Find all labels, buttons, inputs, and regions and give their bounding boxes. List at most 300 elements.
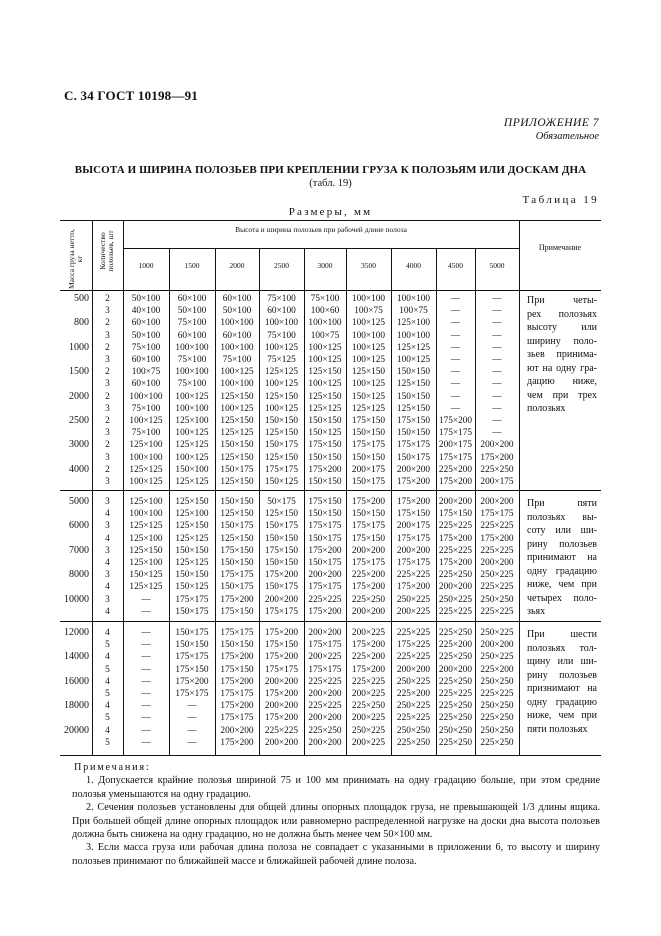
size-cell: — — [450, 367, 461, 378]
size-cell: 125×100 — [129, 440, 163, 451]
count-cell: 3 — [105, 306, 110, 317]
count-cell: 3 — [105, 497, 110, 507]
note-line: При шести — [527, 629, 597, 640]
size-cell: 75×100 — [267, 294, 296, 304]
size-cell: 200×175 — [351, 464, 386, 475]
group-note — [527, 294, 597, 416]
notes-section — [72, 761, 600, 868]
size-cell: 225×200 — [480, 664, 514, 675]
size-cell: 175×200 — [351, 582, 386, 593]
size-cell: 225×250 — [438, 701, 473, 712]
size-cell: — — [450, 391, 461, 402]
size-cell: 125×150 — [308, 391, 342, 402]
size-cell: 175×200 — [351, 664, 386, 675]
size-cell: 175×200 — [438, 416, 473, 426]
size-cell: 125×100 — [175, 416, 209, 426]
note-line: одну градацию — [527, 696, 597, 708]
size-cell: 150×100 — [175, 464, 209, 475]
size-cell: 175×200 — [220, 652, 254, 663]
size-cell: 100×125 — [220, 367, 254, 378]
mass-cell: 20000 — [64, 724, 89, 736]
size-cell: 175×150 — [220, 664, 254, 675]
size-cell: 175×200 — [220, 676, 254, 687]
col-header-note: Примечание — [538, 243, 582, 252]
size-cell: 150×150 — [351, 509, 386, 520]
size-cell: 125×125 — [351, 403, 386, 414]
size-cell: 40×100 — [131, 306, 161, 317]
size-cell: 60×100 — [131, 379, 161, 390]
count-cell: 3 — [105, 545, 110, 556]
note-1: 1. Допускается крайние полозья шириной 75 и 100 мм принимать на одну градацию больше, при этом средние полозья уменьшаются на одну градацию. — [72, 775, 600, 800]
note-line: зьях — [527, 606, 546, 617]
size-cell: 250×225 — [480, 570, 514, 581]
size-cell: 100×75 — [354, 306, 383, 317]
size-cell: — — [450, 403, 461, 414]
size-cell: — — [187, 701, 197, 712]
count-cell: 2 — [105, 440, 110, 451]
mass-cell: 16000 — [64, 675, 89, 687]
size-cell: 100×100 — [175, 403, 209, 414]
size-cell: 150×175 — [264, 440, 299, 451]
size-cell: 175×175 — [220, 713, 254, 724]
count-cell: 2 — [105, 294, 110, 304]
size-cell: 175×150 — [264, 640, 299, 651]
size-cell: 150×175 — [396, 452, 431, 463]
size-cell: 225×225 — [308, 701, 342, 712]
size-cell: — — [450, 306, 461, 317]
size-cell: — — [141, 594, 151, 605]
size-cell: — — [141, 664, 151, 675]
size-cell: 200×200 — [308, 713, 342, 724]
size-cell: 225×225 — [438, 689, 473, 699]
size-cell: 250×250 — [480, 676, 514, 687]
size-cell: 225×225 — [396, 652, 431, 663]
col-header-length: 5000 — [489, 261, 505, 270]
note-3: 3. Если масса груза или рабочая длина полоза не совпадает с указанными в приложении 6, то высоту и ширину полозьев принимают по ближайшей массе и ближайшей рабочей длине полоза. — [72, 842, 600, 867]
note-line: При четы- — [527, 295, 597, 306]
size-cell: 200×200 — [220, 725, 254, 736]
count-cell: 3 — [105, 355, 110, 365]
mass-cell: 12000 — [64, 627, 89, 638]
size-cell: 150×125 — [175, 582, 209, 593]
size-cell: 225×250 — [480, 737, 514, 748]
count-cell: 5 — [105, 713, 110, 724]
size-cell: 175×200 — [308, 545, 342, 556]
size-cell: 200×225 — [396, 606, 431, 617]
size-cell: 150×175 — [220, 582, 254, 593]
size-cell: 175×175 — [308, 521, 342, 532]
count-cell: 4 — [105, 725, 110, 736]
size-cell: 150×125 — [351, 391, 386, 402]
size-cell: 75×100 — [177, 379, 207, 390]
size-cell: 125×150 — [264, 391, 299, 402]
size-cell: 100×75 — [310, 330, 340, 341]
mass-cell: 2500 — [69, 415, 89, 426]
size-cell: 150×150 — [351, 428, 386, 439]
size-cell: 200×200 — [308, 628, 342, 638]
size-cell: 50×100 — [222, 306, 252, 317]
size-cell: 150×150 — [396, 367, 431, 378]
size-cell: 125×150 — [220, 509, 254, 520]
size-cell: 125×150 — [264, 428, 299, 439]
size-cell: 200×200 — [351, 545, 386, 556]
size-cell: 175×200 — [396, 582, 431, 593]
count-cell: 4 — [105, 701, 110, 712]
size-cell: 175×150 — [220, 545, 254, 556]
mass-cell: 6000 — [69, 520, 89, 532]
size-cell: 175×150 — [438, 509, 473, 520]
size-cell: 125×100 — [129, 558, 163, 568]
count-cell: 3 — [105, 570, 110, 581]
size-cell: 175×200 — [351, 640, 386, 651]
size-cell: 200×200 — [351, 606, 386, 617]
size-cell: 175×200 — [264, 689, 299, 699]
size-cell: — — [187, 713, 197, 724]
size-cell: 125×150 — [264, 509, 299, 520]
size-cell: 50×175 — [267, 497, 296, 507]
size-cell: 150×175 — [264, 521, 299, 532]
size-cell: 100×100 — [264, 318, 299, 329]
size-cell: 225×225 — [308, 676, 342, 687]
size-cell: 175×175 — [438, 452, 473, 463]
size-cell: 150×150 — [220, 497, 254, 507]
col-header-length: 2000 — [229, 261, 245, 270]
size-cell: 100×125 — [129, 477, 163, 487]
size-cell: 175×150 — [351, 416, 386, 426]
mass-cell: 4000 — [69, 463, 89, 475]
size-cell: — — [492, 294, 502, 304]
size-cell: 150×150 — [175, 640, 209, 651]
size-cell: 125×125 — [220, 428, 254, 439]
mass-cell: 7000 — [69, 544, 89, 556]
size-cell: 100×125 — [351, 318, 386, 329]
size-cell: 100×125 — [351, 342, 386, 353]
mass-cell: 800 — [74, 317, 89, 329]
size-cell: 250×225 — [396, 676, 431, 687]
size-cell: 100×100 — [129, 509, 163, 520]
appendix-label: ПРИЛОЖЕНИЕ 7 — [503, 117, 599, 129]
size-cell: 175×200 — [396, 477, 431, 487]
size-cell: 175×150 — [175, 664, 209, 675]
size-cell: 175×175 — [396, 533, 431, 544]
size-cell: 150×150 — [175, 545, 209, 556]
group-separator — [60, 621, 601, 622]
size-cell: 100×100 — [308, 318, 342, 329]
size-cell: 60×100 — [131, 318, 161, 329]
size-cell: 200×225 — [351, 737, 386, 748]
size-cell: 175×175 — [264, 664, 299, 675]
size-cell: 125×125 — [175, 533, 209, 544]
size-cell: 100×100 — [396, 294, 431, 304]
size-cell: 250×250 — [480, 701, 514, 712]
size-cell: 225×225 — [480, 521, 514, 532]
size-cell: 225×250 — [480, 464, 514, 475]
size-cell: 100×125 — [264, 403, 299, 414]
size-cell: 100×100 — [220, 342, 254, 353]
mass-cell: 8000 — [69, 569, 89, 581]
size-cell: 100×125 — [175, 428, 209, 439]
size-cell: 200×200 — [438, 582, 473, 593]
size-cell: 250×225 — [480, 628, 514, 638]
note-line: зьев принима- — [527, 349, 597, 360]
size-cell: 100×125 — [129, 416, 163, 426]
size-cell: 225×225 — [480, 582, 514, 593]
size-cell: 150×125 — [308, 428, 342, 439]
count-cell: 4 — [105, 676, 110, 687]
size-cell: — — [141, 737, 151, 748]
size-cell: 225×225 — [480, 545, 514, 556]
size-cell: — — [450, 379, 461, 390]
size-cell: 200×175 — [480, 477, 514, 487]
size-cell: — — [450, 355, 461, 365]
size-cell: 150×175 — [351, 477, 386, 487]
size-cell: — — [187, 737, 197, 748]
document-title: ВЫСОТА И ШИРИНА ПОЛОЗЬЕВ ПРИ КРЕПЛЕНИИ ГРУЗА К ПОЛОЗЬЯМ ИЛИ ДОСКАМ ДНА — [74, 164, 587, 176]
size-cell: 60×100 — [131, 355, 161, 365]
col-header-length: 2500 — [274, 261, 289, 270]
size-cell: 175×175 — [396, 440, 431, 451]
appendix-block — [504, 117, 599, 143]
size-cell: 100×100 — [351, 330, 386, 341]
mass-cell: 10000 — [64, 593, 89, 605]
size-cell: 75×100 — [131, 403, 161, 414]
size-cell: 125×150 — [220, 416, 254, 426]
note-line: дацию ниже, — [527, 376, 597, 387]
size-cell: 125×125 — [396, 342, 431, 353]
size-cell: 50×100 — [131, 330, 161, 341]
size-cell: — — [492, 330, 502, 341]
mass-cell: 1000 — [69, 341, 89, 353]
size-cell: 225×250 — [438, 676, 473, 687]
count-cell: 3 — [105, 403, 110, 414]
size-cell: 175×200 — [438, 533, 473, 544]
size-cell: 250×225 — [351, 725, 386, 736]
size-cell: 100×125 — [308, 379, 342, 390]
size-cell: 125×100 — [175, 509, 209, 520]
size-cell: — — [492, 403, 502, 414]
size-cell: 125×150 — [264, 452, 299, 463]
size-cell: 175×200 — [438, 477, 473, 487]
count-cell: 3 — [105, 594, 110, 605]
count-cell: 3 — [105, 452, 110, 463]
notes-heading: Примечания: — [74, 762, 151, 773]
note-line: При пяти — [527, 498, 597, 509]
size-cell: 150×150 — [308, 509, 342, 520]
mass-cell: 18000 — [64, 700, 89, 712]
size-cell: 125×125 — [264, 367, 299, 378]
size-cell: — — [141, 689, 151, 699]
size-cell: — — [492, 367, 502, 378]
size-cell: 175×200 — [220, 737, 254, 748]
size-cell: 200×200 — [438, 497, 473, 507]
size-cell: 50×100 — [131, 294, 161, 304]
col-header-count: Количество полозьев, шт — [98, 230, 115, 272]
size-cell: — — [141, 640, 151, 651]
size-cell: 250×225 — [396, 701, 431, 712]
size-cell: 200×200 — [396, 464, 431, 475]
size-cell: 100×100 — [220, 318, 254, 329]
size-cell: 175×150 — [308, 497, 342, 507]
size-cell: 175×175 — [264, 464, 299, 475]
size-cell: 125×150 — [220, 533, 254, 544]
size-cell: 175×175 — [351, 440, 386, 451]
size-cell: 100×100 — [396, 330, 431, 341]
size-cell: 150×175 — [308, 558, 342, 568]
size-cell: 175×200 — [264, 628, 299, 638]
size-cell: 175×150 — [351, 533, 386, 544]
size-cell: 150×175 — [220, 521, 254, 532]
size-cell: 225×250 — [308, 725, 342, 736]
table-bottom-rule — [60, 755, 601, 756]
size-cell: 200×225 — [351, 628, 386, 638]
size-cell: — — [141, 701, 151, 712]
size-cell: 100×125 — [351, 355, 386, 365]
col-header-mass: Масса груза нетто, кг — [67, 228, 84, 290]
size-cell: — — [187, 725, 197, 736]
size-cell: 175×175 — [220, 628, 254, 638]
count-cell: 5 — [105, 664, 110, 675]
size-cell: 75×100 — [177, 355, 207, 365]
count-cell: 2 — [105, 391, 110, 402]
size-cell: 175×200 — [220, 594, 254, 605]
size-cell: 225×200 — [351, 652, 386, 663]
size-cell: — — [492, 306, 502, 317]
count-cell: 4 — [105, 652, 110, 663]
appendix-status: Обязательное — [535, 131, 599, 142]
size-cell: — — [492, 318, 502, 329]
size-cell: 200×175 — [396, 521, 431, 532]
size-cell: 225×250 — [438, 737, 473, 748]
size-cell: 150×150 — [175, 570, 209, 581]
group-separator — [60, 490, 601, 491]
size-cell: 175×200 — [308, 464, 342, 475]
size-cell: 200×175 — [438, 440, 473, 451]
size-cell: 175×150 — [396, 416, 431, 426]
size-cell: 200×200 — [438, 664, 473, 675]
mass-cell: 2000 — [69, 390, 89, 402]
size-cell: — — [141, 713, 151, 724]
size-cell: 225×250 — [351, 594, 386, 605]
note-line: ют на одну гра- — [527, 362, 597, 374]
count-cell: 2 — [105, 416, 110, 426]
size-cell: — — [141, 628, 151, 638]
data-table — [60, 220, 601, 756]
size-cell: 75×100 — [267, 330, 296, 341]
size-cell: 150×175 — [175, 628, 209, 638]
size-cell: 225×225 — [438, 545, 473, 556]
note-line: чем при трех — [527, 389, 597, 401]
size-cell: 125×125 — [175, 558, 209, 568]
size-cell: 250×225 — [480, 652, 514, 663]
count-cell: 5 — [105, 689, 110, 699]
count-cell: 3 — [105, 521, 110, 532]
count-cell: 3 — [105, 477, 110, 487]
size-cell: — — [141, 725, 151, 736]
size-cell: — — [492, 379, 502, 390]
size-cell: 150×175 — [308, 533, 342, 544]
size-cell: 125×100 — [129, 533, 163, 544]
count-cell: 2 — [105, 464, 110, 475]
size-cell: 100×125 — [175, 391, 209, 402]
size-cell: 125×150 — [175, 497, 209, 507]
mass-cell: 500 — [74, 293, 89, 304]
size-cell: 75×100 — [131, 342, 161, 353]
size-cell: 100×100 — [175, 342, 209, 353]
size-cell: 100×75 — [399, 306, 428, 317]
size-cell: 150×125 — [264, 477, 299, 487]
size-cell: — — [492, 391, 502, 402]
count-cell: 3 — [105, 428, 110, 439]
note-line: соту или ши- — [527, 525, 597, 536]
size-cell: 225×200 — [438, 464, 473, 475]
size-cell: — — [492, 416, 502, 426]
size-cell: 175×200 — [264, 713, 299, 724]
note-line: четырех поло- — [527, 592, 597, 604]
size-cell: 75×100 — [131, 428, 161, 439]
mass-cell: 1500 — [69, 366, 89, 378]
size-cell: 175×175 — [438, 428, 473, 439]
size-cell: 100×100 — [129, 452, 163, 463]
note-line: рину полозьев — [527, 538, 597, 550]
size-cell: 125×125 — [129, 582, 163, 593]
size-cell: 250×250 — [480, 725, 514, 736]
size-cell: 250×250 — [480, 594, 514, 605]
size-cell: 175×175 — [175, 689, 209, 699]
size-cell: — — [492, 355, 502, 365]
note-line: признимают на — [527, 683, 597, 694]
count-cell: 4 — [105, 582, 110, 593]
size-cell: 150×175 — [264, 582, 299, 593]
count-cell: 5 — [105, 640, 110, 651]
size-cell: — — [141, 606, 151, 617]
size-cell: 175×200 — [220, 701, 254, 712]
size-cell: 200×200 — [480, 440, 514, 451]
size-cell: 100×60 — [310, 306, 340, 317]
size-cell: 175×175 — [220, 689, 254, 699]
table-label: Таблица 19 — [522, 194, 599, 206]
size-cell: 175×150 — [220, 606, 254, 617]
size-cell: 125×150 — [351, 367, 386, 378]
size-cell: 100×125 — [220, 403, 254, 414]
size-cell: 150×150 — [264, 558, 299, 568]
size-cell: 175×175 — [308, 640, 342, 651]
size-cell: 225×225 — [480, 606, 514, 617]
size-cell: 225×250 — [480, 713, 514, 724]
size-cell: 175×200 — [480, 452, 514, 463]
size-cell: 125×150 — [220, 477, 254, 487]
size-cell: 175×225 — [396, 640, 431, 651]
size-cell: — — [492, 428, 502, 439]
count-cell: 4 — [105, 606, 110, 617]
count-cell: 2 — [105, 367, 110, 378]
size-cell: 150×125 — [129, 570, 163, 581]
size-cell: 125×150 — [175, 521, 209, 532]
size-cell: 60×100 — [177, 294, 207, 304]
size-cell: 175×150 — [264, 545, 299, 556]
size-cell: 125×150 — [396, 379, 431, 390]
size-cell: 175×150 — [308, 440, 342, 451]
size-cell: 200×200 — [264, 594, 299, 605]
mass-cell: 5000 — [69, 496, 89, 507]
group-note — [527, 497, 597, 619]
dimensions-label: Размеры, мм — [288, 206, 373, 218]
size-cell: 175×175 — [308, 582, 342, 593]
size-cell: 175×175 — [175, 594, 209, 605]
size-cell: — — [141, 652, 151, 663]
note-line: ниже, чем при — [527, 710, 597, 721]
size-cell: 125×125 — [175, 477, 209, 487]
size-cell: 200×200 — [480, 558, 514, 568]
